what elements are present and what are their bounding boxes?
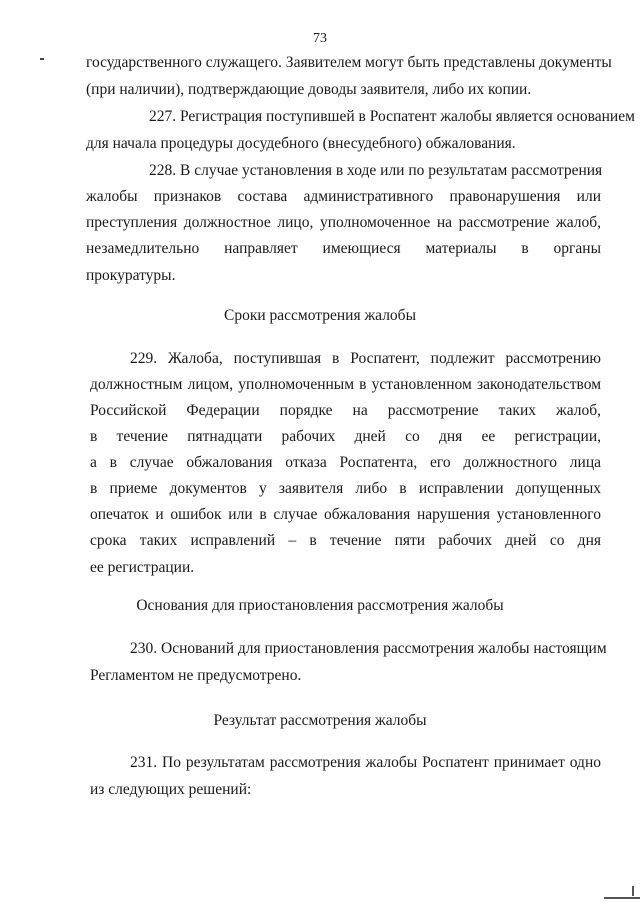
section-heading: Результат рассмотрения жалобы — [213, 712, 427, 729]
scan-edge-artifact — [632, 886, 634, 896]
scan-edge-artifact — [604, 897, 640, 899]
paragraph-line: Регламентом не предусмотрено. — [90, 667, 302, 684]
section-heading: Сроки рассмотрения жалобы — [224, 307, 416, 324]
paragraph-line: прокуратуры. — [86, 267, 176, 284]
paragraph-line: в течение пятнадцати рабочих дней со дня ее регистрации, — [90, 428, 601, 445]
paragraph-line: жалобы признаков состава административного правонарушения или — [86, 188, 601, 205]
paragraph-line: в приеме документов у заявителя либо в исправлении допущенных — [90, 480, 601, 497]
paragraph-line: преступления должностное лицо, уполномоченное на рассмотрение жалоб, — [86, 214, 601, 231]
paragraph-line: для начала процедуры досудебного (внесудебного) обжалования. — [86, 135, 516, 152]
paragraph-line: из следующих решений: — [90, 781, 252, 798]
paragraph-line: 228. В случае установления в ходе или по результатам рассмотрения — [149, 162, 603, 179]
page-number: 73 — [313, 31, 327, 46]
paragraph-line: государственного служащего. Заявителем могут быть представлены документы — [86, 54, 612, 71]
scan-mark — [40, 58, 44, 60]
paragraph-line: 229. Жалоба, поступившая в Роспатент, подлежит рассмотрению — [130, 350, 601, 367]
paragraph-line: 227. Регистрация поступившей в Роспатент жалобы является основанием — [149, 108, 635, 125]
paragraph-line: срока таких исправлений – в течение пяти рабочих дней со дня — [90, 532, 601, 549]
paragraph-line: Российской Федерации порядке на рассмотрение таких жалоб, — [90, 402, 601, 419]
paragraph-line: а в случае обжалования отказа Роспатента, его должностного лица — [90, 454, 601, 471]
paragraph-line: ее регистрации. — [90, 559, 195, 576]
paragraph-line: опечаток и ошибок или в случае обжалования нарушения установленного — [90, 506, 601, 523]
paragraph-line: должностным лицом, уполномоченным в установленном законодательством — [90, 376, 601, 393]
section-heading: Основания для приостановления рассмотрения жалобы — [136, 597, 504, 614]
paragraph-line: 230. Оснований для приостановления рассмотрения жалобы настоящим — [130, 640, 607, 657]
paragraph-line: (при наличии), подтверждающие доводы заявителя, либо их копии. — [86, 81, 532, 98]
paragraph-line: 231. По результатам рассмотрения жалобы Роспатент принимает одно — [130, 754, 601, 771]
paragraph-line: незамедлительно направляет имеющиеся материалы в органы — [86, 240, 601, 257]
